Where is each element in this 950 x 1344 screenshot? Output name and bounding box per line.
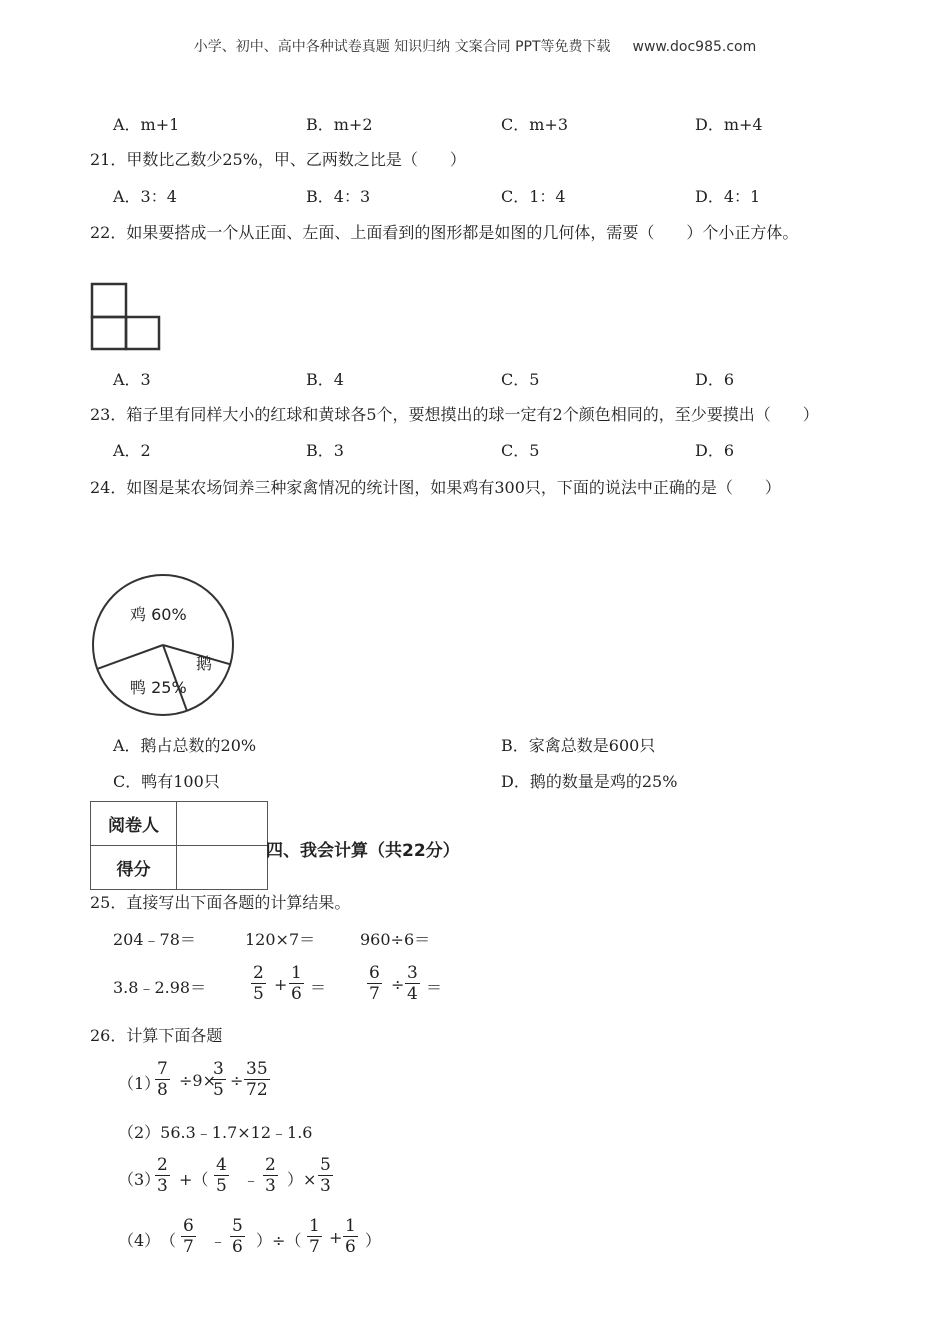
q23-option-b: B．3 (306, 441, 344, 460)
grader-table (90, 801, 268, 890)
q26-p4-frac-1-6: $\frac{1}{6}$ (345, 1216, 356, 1257)
q21-option-a: A．3：4 (113, 187, 177, 206)
q21-option-c: C．1：4 (501, 187, 566, 206)
q26-p4-op3: + (329, 1228, 343, 1247)
q23-text: 23．箱子里有同样大小的红球和黄球各5个，要想摸出的球一定有2个颜色相同的，至少要摸出（ ） (90, 405, 819, 424)
q26-p1-mid: ÷9× (179, 1071, 216, 1090)
q24-option-a: A．鹅占总数的20% (113, 736, 257, 755)
q20-option-c: C．m+3 (501, 115, 569, 134)
q25-f1-eq: ＝ (310, 978, 327, 997)
q26-p1-frac-3-5: $\frac{3}{5}$ (213, 1059, 224, 1100)
q22-square-bottom-right (126, 317, 159, 349)
q20-option-a: A．m+1 (113, 115, 180, 134)
q26-p3-frac-5-3: $\frac{5}{3}$ (320, 1155, 331, 1196)
q25-expr-2: 120×7＝ (245, 930, 316, 949)
q25-text: 25．直接写出下面各题的计算结果。 (90, 893, 351, 912)
q26-p3-op3: ）× (287, 1170, 317, 1189)
q20-option-b: B．m+2 (306, 115, 373, 134)
q22-square-top (92, 284, 126, 317)
pie-label-chicken: 鸡 60% (130, 605, 187, 624)
q26-p2: （2）56.3﹣1.7×12﹣1.6 (118, 1123, 313, 1142)
q26-p4-close: ） (365, 1231, 382, 1250)
score-label: 得分 (91, 846, 177, 890)
pie-label-goose: 鹅 (196, 654, 213, 673)
q26-p4-op2: ）÷（ (256, 1231, 302, 1250)
pie-label-duck: 鸭 25% (130, 678, 187, 697)
q26-p1-label: （1） (118, 1074, 161, 1093)
q25-f2-op: ÷ (391, 975, 405, 994)
header-site: www.doc985.com (632, 39, 757, 55)
q25-expr-3: 960÷6＝ (360, 930, 431, 949)
q20-option-d: D．m+4 (695, 115, 763, 134)
q26-p3-frac-4-5: $\frac{4}{5}$ (216, 1155, 227, 1196)
q22-option-a: A．3 (113, 370, 151, 389)
q23-option-c: C．5 (501, 441, 540, 460)
q25-expr-1: 204﹣78＝ (113, 930, 196, 949)
q25-frac-2-5: $\frac{2}{5}$ (253, 963, 264, 1004)
q25-frac-3-4: $\frac{3}{4}$ (407, 963, 418, 1004)
q24-pie-chart (90, 572, 238, 718)
q21-option-d: D．4：1 (695, 187, 761, 206)
q21-option-b: B．4：3 (306, 187, 371, 206)
q26-p1-op: ÷ (230, 1071, 244, 1090)
q25-frac-6-7: $\frac{6}{7}$ (369, 963, 380, 1004)
q23-option-a: A．2 (113, 441, 151, 460)
q25-frac-1-6: $\frac{1}{6}$ (291, 963, 302, 1004)
q26-p4-op1: ﹣ (210, 1231, 227, 1250)
q26-p3-op2: ﹣ (243, 1170, 260, 1189)
q26-p4-open: （ (160, 1231, 177, 1250)
grader-label: 阅卷人 (91, 802, 177, 846)
q25-expr-4: 3.8﹣2.98＝ (113, 978, 207, 997)
q26-p4-label: （4） (118, 1231, 161, 1250)
q24-option-b: B．家禽总数是600只 (501, 736, 656, 755)
section-4-title: 四、我会计算（共22分） (266, 841, 460, 861)
q26-p3-frac-2-3b: $\frac{2}{3}$ (265, 1155, 276, 1196)
grader-blank-cell[interactable] (177, 802, 268, 846)
q22-square-bottom-left (92, 317, 126, 349)
score-blank-cell[interactable] (177, 846, 268, 890)
q26-p4-frac-6-7: $\frac{6}{7}$ (183, 1216, 194, 1257)
q26-p1-frac-35-72: $\frac{35}{72}$ (246, 1059, 268, 1100)
q23-option-d: D．6 (695, 441, 735, 460)
q22-figure (90, 282, 162, 352)
q26-p4-frac-5-6: $\frac{5}{6}$ (232, 1216, 243, 1257)
q22-option-d: D．6 (695, 370, 735, 389)
q22-option-b: B．4 (306, 370, 344, 389)
q26-p3-frac-2-3: $\frac{2}{3}$ (157, 1155, 168, 1196)
q22-option-c: C．5 (501, 370, 540, 389)
page-header (0, 36, 950, 56)
q25-f1-op: + (274, 975, 288, 994)
q26-p3-op1: +（ (179, 1170, 209, 1189)
q25-f2-eq: ＝ (426, 978, 443, 997)
header-text: 小学、初中、高中各种试卷真题 知识归纳 文案合同 PPT等免费下载 (193, 39, 611, 55)
q22-text: 22．如果要搭成一个从正面、左面、上面看到的图形都是如图的几何体，需要（ ）个小正方体。 (90, 223, 799, 242)
q24-text: 24．如图是某农场饲养三种家禽情况的统计图，如果鸡有300只，下面的说法中正确的是（ ） (90, 478, 781, 497)
q24-option-d: D．鹅的数量是鸡的25% (501, 772, 678, 791)
q26-p4-frac-1-7: $\frac{1}{7}$ (309, 1216, 320, 1257)
q21-text: 21．甲数比乙数少25%，甲、乙两数之比是（ ） (90, 150, 466, 169)
q26-p1-frac-7-8: $\frac{7}{8}$ (157, 1059, 168, 1100)
q26-p3-label: （3） (118, 1170, 161, 1189)
q26-text: 26．计算下面各题 (90, 1026, 223, 1045)
q24-option-c: C．鸭有100只 (113, 772, 220, 791)
